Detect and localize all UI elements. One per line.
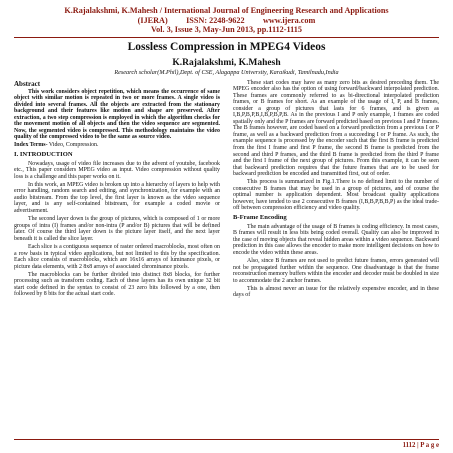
- intro-paragraph-1: Nowadays, usage of video file increases due to the advent of youtube, facebook etc., This paper considers MPEG video as input. Video compression without quality loss is a challenge and this paper works on it.: [14, 160, 220, 180]
- journal-header-line1: K.Rajalakshmi, K.Mahesh / International Journal of Engineering Research and Applications: [64, 6, 389, 15]
- page-footer: [14, 439, 439, 450]
- index-terms: [14, 142, 220, 149]
- section-heading-bframe: B-Frame Encoding: [233, 213, 287, 221]
- two-column-body: [14, 80, 439, 301]
- left-column: [14, 80, 220, 301]
- journal-issn: ISSN: 2248-9622: [186, 15, 245, 25]
- index-terms-value: Video, Compression.: [47, 142, 99, 149]
- body-paragraph-3: The main advantage of the usage of B frames is coding efficiency. In most cases, B frames will result in less bits being coded overall. Quality can also be improved in the case of moving objects that reveal hidden areas within a video sequence. Backward prediction in this case allows the encoder to make more intelligent decisions on how to encode the video within these areas.: [233, 223, 439, 256]
- body-paragraph-5: This is almost never an issue for the relatively expensive encoder, and in these days of: [233, 285, 439, 299]
- journal-website-link[interactable]: www.ijera.com: [263, 15, 316, 25]
- journal-abbrev: (IJERA): [137, 15, 168, 25]
- intro-paragraph-2: In this work, an MPEG video is broken up into a hierarchy of layers to help with error handling, random search and editing, and synchronization, for example with an audio bitstream. From the top level, the first layer is known as the video sequence layer, and is any self-contained bitstream, for example a coded movie or advertisement.: [14, 181, 220, 215]
- abstract-text: This work considers object repetition, which means the occurrence of same object with similar motion is repeated in two or more frames. A single video is divided into several frames. All the objects are extracted from the stationary background and their features like motion and shape are preserved. After extraction, a two step compression is employed in which the algorithm checks for the movement motion of all objects and then the video sequence are segmented. Now, the segmented video is compressed. This methodology maintains the video quality of the compressed video to be the same as source video.: [14, 88, 220, 141]
- intro-paragraph-3: The second layer down is the group of pictures, which is composed of 1 or more groups of intra (I) frames and/or non-intra (P and/or B) pictures that will be defined later. Of course the third layer down is the picture layer itself, and the next layer beneath it is called the slice layer.: [14, 216, 220, 242]
- body-paragraph-1: These start codes may have as many zero bits as desired preceding them. The MPEG encoder also has the option of using forward/backward interpolated prediction. These frames are commonly referred to as bi-directional interpolated prediction frames, or B frames for short. As an example of the usage of I, P, and B frames, consider a group of pictures that lasts for 6 frames, and is given as I,B,P,B,P,B,I,B,P,B,P,B. As in the previous I and P only example, I frames are coded spatially only and the P frames are forward predicted based on previous I and P frames. The B frames however, are coded based on a forward prediction from a previous I or P frame, as well as a backward prediction from a succeeding I or P frame. As such, the example sequence is processed by the encoder such that the first B frame is predicted from the first I frame and first P frame, the second B frame is predicted from the second and third P frames, and the third B frame is predicted from the third P frame and the first I frame of the next group of pictures. From this example, it can be seen that backward prediction requires that the future frames that are to be used for backward prediction be encoded and transmitted first, out of order.: [233, 79, 439, 178]
- journal-header-line2: [14, 16, 439, 26]
- author-affiliation: Research scholar(M.Phil),Dept. of CSE, Alagappa University, Karaikudi, Tamilnadu,India: [114, 68, 339, 76]
- body-paragraph-4: Also, since B frames are not used to predict future frames, errors generated will not be propagated further within the sequence. One disadvantage is that the frame reconstruction memory buffers within the encoder and decoder must be doubled in size to accommodate the 2 anchor frames.: [233, 257, 439, 284]
- right-column: [233, 80, 439, 301]
- intro-paragraph-5: The macroblocks can be further divided into distinct 8x8 blocks, for further processing such as transform coding. Each of these layers has its own unique 32 bit start code defined in the syntax to consist of 23 zero bits followed by a one, then followed by 8 bits for the actual start code.: [14, 271, 220, 298]
- page-number: 1112 | P a g e: [402, 442, 439, 449]
- paper-title: Lossless Compression in MPEG4 Videos: [127, 40, 326, 53]
- journal-header-line3: Vol. 3, Issue 3, May-Jun 2013, pp.1112-1115: [151, 25, 302, 34]
- journal-header: [14, 6, 439, 35]
- abstract-heading: Abstract: [14, 79, 41, 88]
- footer-divider: [14, 439, 439, 440]
- header-divider: [14, 37, 439, 38]
- index-terms-label: Index Terms-: [14, 142, 48, 149]
- body-paragraph-2: This process is summarized in Fig.1.There is no defined limit to the number of consecutive B frames that may be used in a group of pictures, and of course the optimal number is application dependent. Most broadcast quality applications however, have tended to use 2 consecutive B frames (I,B,B,P,B,B,P) as the ideal trade-off between compression efficiency and video quality.: [233, 179, 439, 212]
- intro-paragraph-4: Each slice is a contiguous sequence of raster ordered macroblocks, most often on a row basis in typical video applications, but not limited to this by the specification. Each slice consists of macroblocks, which are 16x16 arrays of luminance pixels, or picture data elements, with 2 8x8 arrays of associated chrominance pixels.: [14, 243, 220, 270]
- paper-authors: K.Rajalakshmi, K.Mahesh: [172, 57, 281, 68]
- section-heading-introduction: I. INTRODUCTION: [14, 150, 73, 158]
